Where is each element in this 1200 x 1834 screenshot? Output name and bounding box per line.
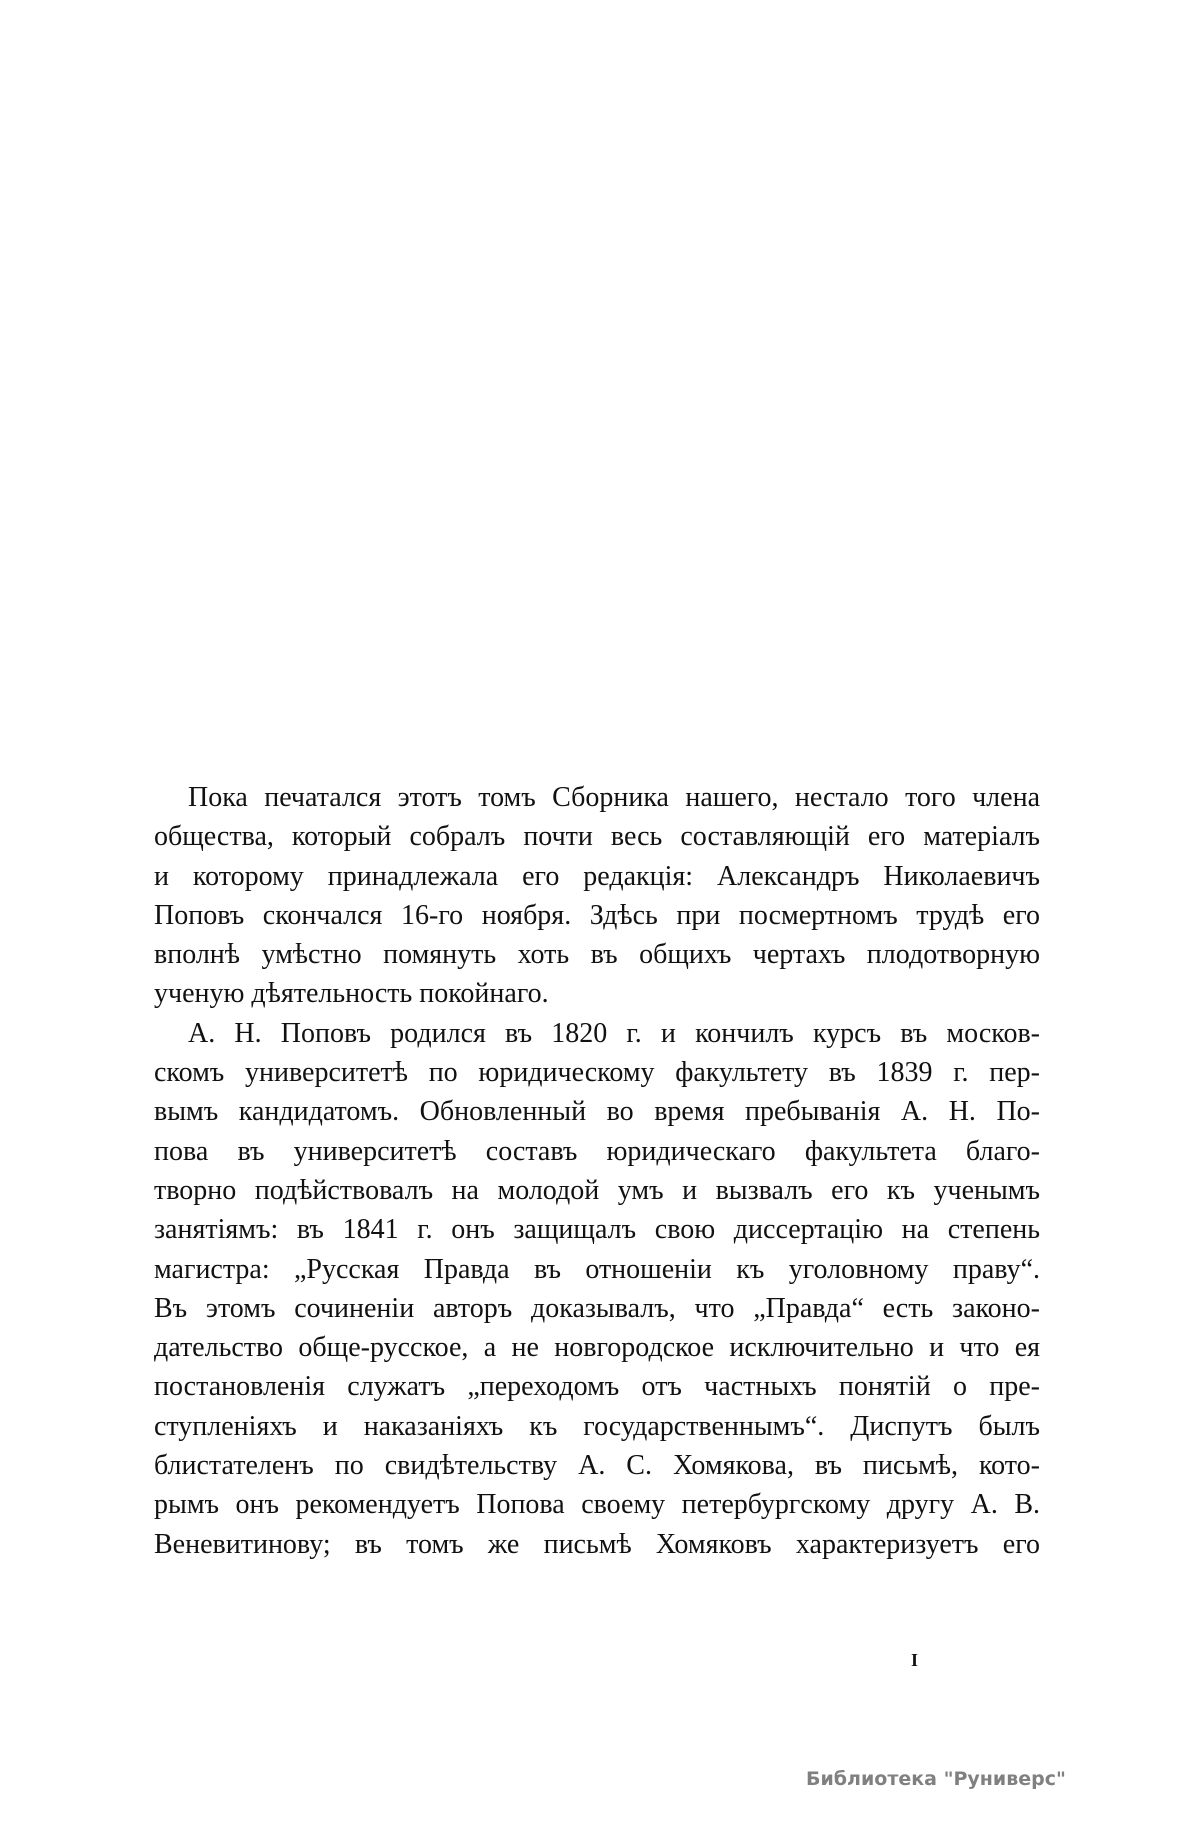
text-line: общества, который собралъ почти весь составляющій его матеріалъ [154,821,1040,853]
text-line: ученую дѣятельность покойнаго. [154,978,549,1010]
text-line: Поповъ скончался 16-го ноября. Здѣсь при посмертномъ трудѣ его [154,899,1040,931]
text-line: Веневитинову; въ томъ же письмѣ Хомяковъ характеризуетъ его [154,1528,1040,1560]
text-line: скомъ университетѣ по юридическому факультету въ 1839 г. пер- [154,1057,1040,1089]
text-line: и которому принадлежала его редакція: Александръ Николаевичъ [154,860,1040,892]
body-text [154,778,1040,1564]
text-line: пова въ университетѣ составъ юридическаго факультета благо- [154,1135,1040,1167]
library-watermark: Библиотека "Руниверс" [806,1768,1066,1790]
text-line: блистателенъ по свидѣтельству А. С. Хомякова, въ письмѣ, кото- [154,1450,1040,1482]
text-line: вымъ кандидатомъ. Обновленный во время пребыванія А. Н. По- [154,1096,1040,1128]
text-line: постановленія служатъ „переходомъ отъ частныхъ понятій о пре- [154,1371,1040,1403]
text-line: вполнѣ умѣстно помянуть хоть въ общихъ чертахъ плодотворную [154,939,1040,971]
text-line: А. Н. Поповъ родился въ 1820 г. и кончилъ курсъ въ москов- [188,1017,1040,1049]
text-line: рымъ онъ рекомендуетъ Попова своему петербургскому другу А. В. [154,1489,1040,1521]
text-line: творно подѣйствовалъ на молодой умъ и вызвалъ его къ ученымъ [154,1174,1040,1206]
signature-mark: I [911,1650,919,1670]
text-line: ступленіяхъ и наказаніяхъ къ государственнымъ“. Диспутъ былъ [154,1410,1040,1442]
text-line: Пока печатался этотъ томъ Сборника нашего, нестало того члена [188,782,1040,813]
text-line: занятіямъ: въ 1841 г. онъ защищалъ свою диссертацію на степень [154,1214,1040,1246]
text-line: Въ этомъ сочиненіи авторъ доказывалъ, что „Правда“ есть законо- [154,1292,1040,1324]
text-line: дательство обще-русское, а не новгородское исключительно и что ея [154,1332,1040,1364]
text-line: магистра: „Русская Правда въ отношеніи къ уголовному праву“. [154,1253,1040,1285]
